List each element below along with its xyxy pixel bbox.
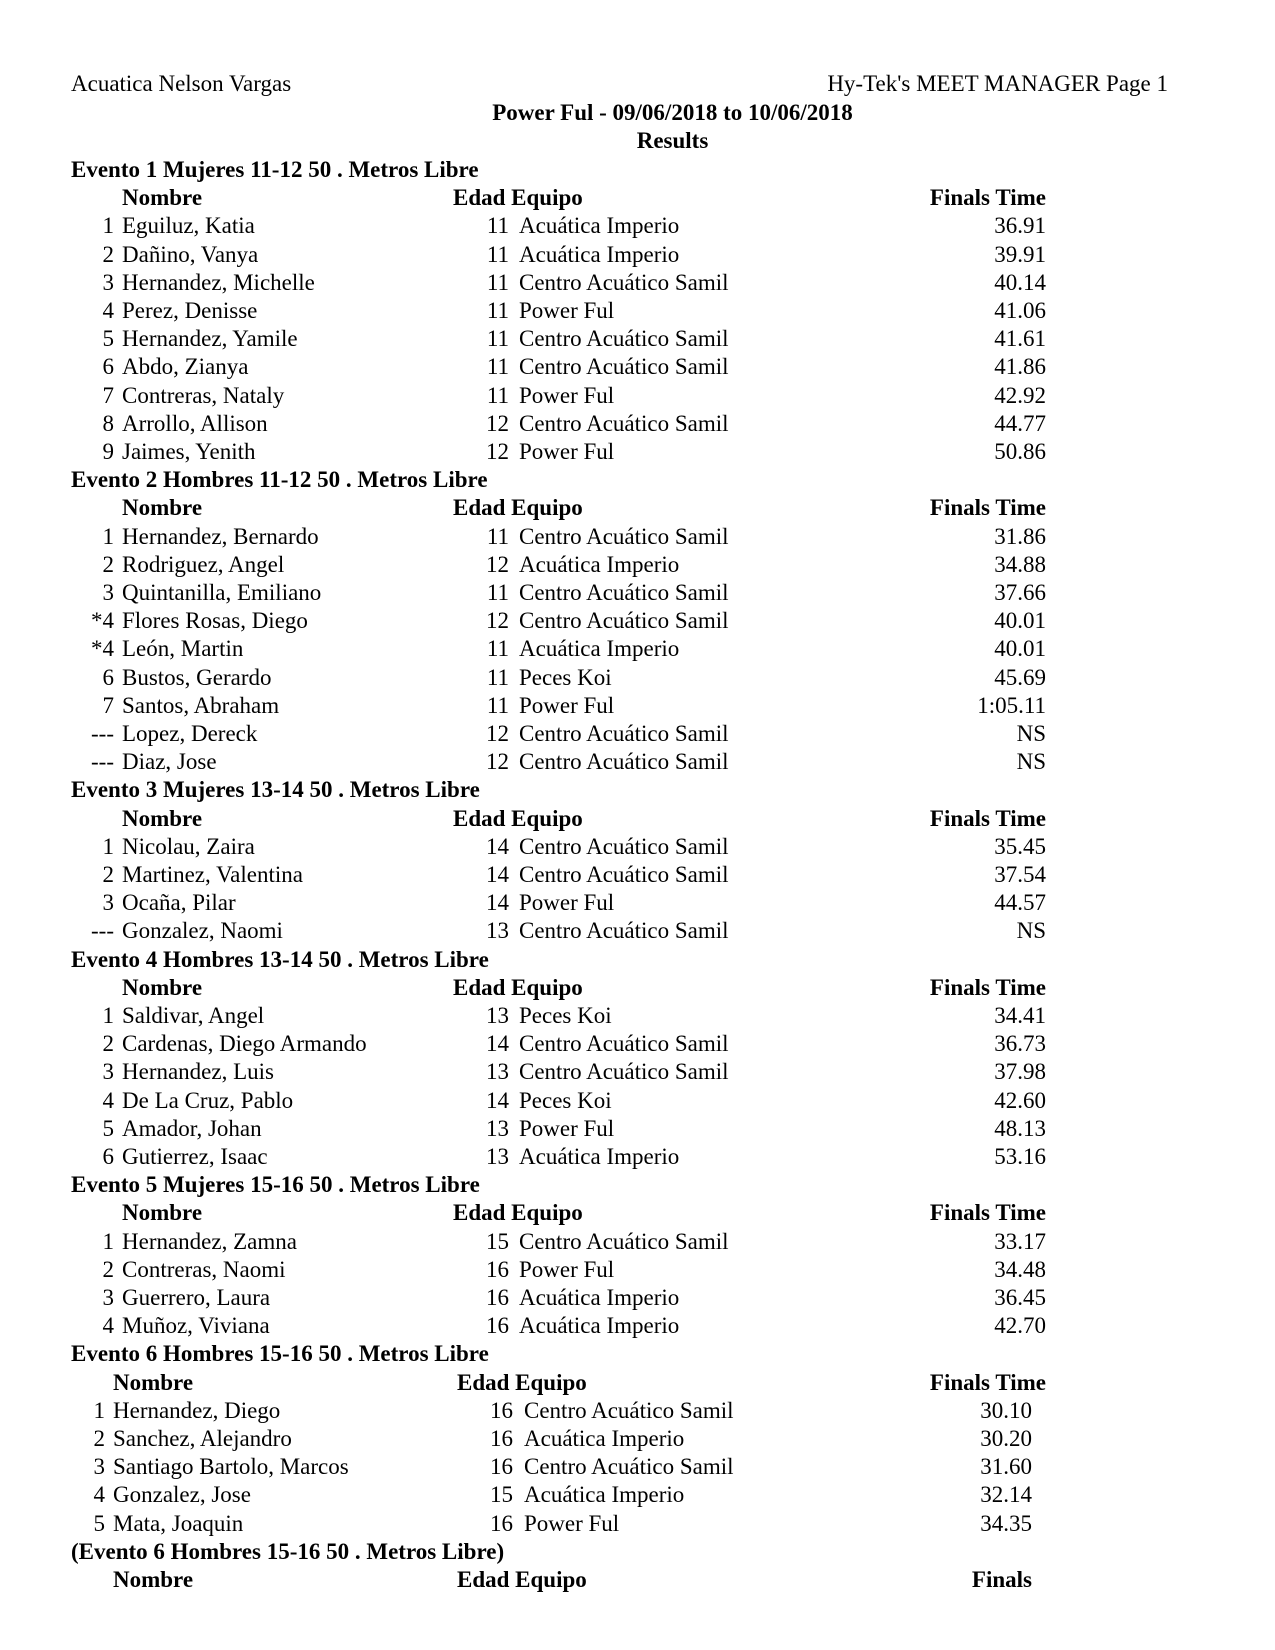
age: 11 bbox=[486, 664, 509, 690]
finals-time: 53.16 bbox=[994, 1144, 1046, 1169]
finals-time: 1:05.11 bbox=[977, 692, 1046, 718]
team: Acuática Imperio bbox=[519, 636, 680, 662]
event-title bbox=[0, 156, 1275, 184]
result-row bbox=[0, 438, 1275, 466]
team: Acuática Imperio bbox=[524, 1482, 685, 1508]
age: 16 bbox=[486, 1256, 509, 1282]
place: --- bbox=[91, 721, 114, 746]
age: 14 bbox=[486, 862, 509, 887]
age: 13 bbox=[486, 1059, 509, 1085]
age: 11 bbox=[486, 580, 509, 605]
club-name: Acuatica Nelson Vargas bbox=[71, 71, 292, 96]
result-row bbox=[0, 1425, 1275, 1453]
result-row bbox=[0, 410, 1275, 438]
team: Acuática Imperio bbox=[519, 551, 680, 577]
place: 1 bbox=[102, 523, 114, 549]
team: Centro Acuático Samil bbox=[519, 1059, 729, 1085]
age: 14 bbox=[486, 1087, 509, 1113]
result-row bbox=[0, 833, 1275, 861]
finals-time: 41.61 bbox=[994, 326, 1046, 352]
swimmer-name: Contreras, Nataly bbox=[122, 382, 285, 408]
column-header bbox=[0, 1369, 1275, 1397]
software-page-label: Hy-Tek's MEET MANAGER Page 1 bbox=[827, 71, 1168, 96]
result-row bbox=[0, 269, 1275, 297]
team: Peces Koi bbox=[519, 1003, 612, 1028]
team: Centro Acuático Samil bbox=[519, 410, 729, 436]
result-row bbox=[0, 917, 1275, 945]
place: 1 bbox=[102, 1228, 114, 1254]
team: Acuática Imperio bbox=[519, 1313, 680, 1339]
place: 1 bbox=[102, 833, 114, 859]
column-header bbox=[0, 974, 1275, 1002]
finals-time: 31.60 bbox=[980, 1454, 1032, 1480]
age: 16 bbox=[490, 1454, 513, 1480]
event-heading: Evento 2 Hombres 11-12 50 . Metros Libre bbox=[71, 467, 488, 493]
swimmer-name: Cardenas, Diego Armando bbox=[122, 1031, 367, 1057]
place: 5 bbox=[93, 1510, 105, 1536]
place: 2 bbox=[102, 1256, 114, 1282]
swimmer-name: Guerrero, Laura bbox=[122, 1285, 271, 1310]
column-nombre: Nombre bbox=[122, 185, 203, 211]
column-edad-equipo: Edad Equipo bbox=[453, 805, 583, 831]
place: 9 bbox=[102, 439, 114, 464]
place: 5 bbox=[102, 1115, 114, 1141]
event-title bbox=[0, 776, 1275, 804]
place: 3 bbox=[102, 580, 114, 605]
age: 16 bbox=[486, 1313, 509, 1339]
swimmer-name: Hernandez, Michelle bbox=[122, 269, 315, 295]
event-title bbox=[0, 1340, 1275, 1368]
swimmer-name: Amador, Johan bbox=[122, 1115, 262, 1141]
result-row bbox=[0, 1256, 1275, 1284]
team: Power Ful bbox=[519, 1115, 615, 1141]
team: Acuática Imperio bbox=[524, 1426, 685, 1451]
place: 8 bbox=[102, 410, 114, 436]
place: 6 bbox=[102, 1144, 114, 1169]
team: Centro Acuático Samil bbox=[519, 354, 729, 380]
column-edad-equipo: Edad Equipo bbox=[453, 185, 583, 211]
swimmer-name: Ocaña, Pilar bbox=[122, 890, 236, 916]
column-finals-time: Finals Time bbox=[929, 495, 1046, 521]
team: Power Ful bbox=[519, 298, 615, 323]
continuation-heading: (Evento 6 Hombres 15-16 50 . Metros Libre) bbox=[71, 1538, 505, 1564]
finals-time: 41.06 bbox=[994, 298, 1046, 323]
result-row bbox=[0, 1481, 1275, 1509]
swimmer-name: Jaimes, Yenith bbox=[122, 439, 256, 464]
place: 6 bbox=[102, 664, 114, 690]
swimmer-name: Hernandez, Yamile bbox=[122, 326, 298, 352]
place: 3 bbox=[102, 1285, 114, 1310]
age: 11 bbox=[486, 382, 509, 408]
place: 3 bbox=[102, 1059, 114, 1085]
meet-title: Power Ful - 09/06/2018 to 10/06/2018 bbox=[492, 100, 853, 125]
age: 12 bbox=[486, 439, 509, 464]
age: 13 bbox=[486, 1003, 509, 1028]
age: 12 bbox=[486, 721, 509, 746]
result-row bbox=[0, 297, 1275, 325]
team: Acuática Imperio bbox=[519, 1285, 680, 1310]
place: --- bbox=[91, 749, 114, 775]
event-title bbox=[0, 1171, 1275, 1199]
finals-time: 37.66 bbox=[994, 580, 1046, 605]
team: Acuática Imperio bbox=[519, 1144, 680, 1169]
result-row bbox=[0, 635, 1275, 663]
column-header bbox=[0, 1566, 1275, 1594]
finals-time: 42.60 bbox=[994, 1087, 1046, 1113]
event-heading: Evento 5 Mujeres 15-16 50 . Metros Libre bbox=[71, 1172, 480, 1198]
place: 1 bbox=[102, 1003, 114, 1028]
column-finals-time: Finals Time bbox=[929, 185, 1046, 211]
event-heading: Evento 6 Hombres 15-16 50 . Metros Libre bbox=[71, 1341, 489, 1367]
continuation-title-line bbox=[0, 1538, 1275, 1566]
age: 16 bbox=[490, 1397, 513, 1423]
result-row bbox=[0, 1087, 1275, 1115]
team: Centro Acuático Samil bbox=[519, 833, 729, 859]
finals-time: 34.88 bbox=[994, 551, 1046, 577]
age: 13 bbox=[486, 1115, 509, 1141]
place: 2 bbox=[102, 551, 114, 577]
team: Centro Acuático Samil bbox=[519, 269, 729, 295]
place: 7 bbox=[102, 382, 114, 408]
swimmer-name: Muñoz, Viviana bbox=[122, 1313, 270, 1339]
place: 2 bbox=[102, 1031, 114, 1057]
result-row bbox=[0, 579, 1275, 607]
age: 16 bbox=[490, 1510, 513, 1536]
place: 3 bbox=[93, 1454, 105, 1480]
result-row bbox=[0, 551, 1275, 579]
age: 11 bbox=[486, 636, 509, 662]
column-header bbox=[0, 1199, 1275, 1227]
swimmer-name: Gonzalez, Jose bbox=[113, 1482, 251, 1508]
swimmer-name: Mata, Joaquin bbox=[113, 1510, 244, 1536]
age: 11 bbox=[486, 269, 509, 295]
finals-time: 48.13 bbox=[994, 1115, 1046, 1141]
swimmer-name: Santos, Abraham bbox=[122, 692, 280, 718]
place: 1 bbox=[93, 1397, 105, 1423]
swimmer-name: Contreras, Naomi bbox=[122, 1256, 286, 1282]
place: 6 bbox=[102, 354, 114, 380]
column-nombre: Nombre bbox=[122, 805, 203, 831]
place: --- bbox=[91, 918, 114, 944]
result-row bbox=[0, 861, 1275, 889]
age: 11 bbox=[486, 241, 509, 267]
finals-time: 39.91 bbox=[994, 241, 1046, 267]
swimmer-name: Gutierrez, Isaac bbox=[122, 1144, 268, 1169]
team: Acuática Imperio bbox=[519, 241, 680, 267]
swimmer-name: Perez, Denisse bbox=[122, 298, 258, 323]
place: 4 bbox=[102, 298, 114, 323]
result-row bbox=[0, 889, 1275, 917]
finals-time: 42.92 bbox=[994, 382, 1046, 408]
result-row bbox=[0, 1002, 1275, 1030]
finals-time: 45.69 bbox=[994, 664, 1046, 690]
swimmer-name: Sanchez, Alejandro bbox=[113, 1426, 292, 1451]
swimmer-name: Flores Rosas, Diego bbox=[122, 608, 308, 634]
swimmer-name: Bustos, Gerardo bbox=[122, 664, 272, 690]
team: Power Ful bbox=[519, 692, 615, 718]
swimmer-name: Gonzalez, Naomi bbox=[122, 918, 283, 944]
place: 3 bbox=[102, 269, 114, 295]
team: Centro Acuático Samil bbox=[519, 608, 729, 634]
team: Centro Acuático Samil bbox=[519, 1228, 729, 1254]
result-row bbox=[0, 748, 1275, 776]
finals-time: 34.48 bbox=[994, 1256, 1046, 1282]
finals-time: NS bbox=[1016, 918, 1046, 944]
swimmer-name: Quintanilla, Emiliano bbox=[122, 580, 322, 605]
finals-time: 30.10 bbox=[980, 1397, 1032, 1423]
swimmer-name: Abdo, Zianya bbox=[122, 354, 249, 380]
age: 15 bbox=[490, 1482, 513, 1508]
finals-time: 34.35 bbox=[980, 1510, 1032, 1536]
column-edad-equipo: Edad Equipo bbox=[453, 974, 583, 1000]
column-finals-time: Finals Time bbox=[929, 974, 1046, 1000]
place: *4 bbox=[91, 636, 114, 662]
finals-time: 37.98 bbox=[994, 1059, 1046, 1085]
age: 14 bbox=[486, 890, 509, 916]
result-row bbox=[0, 212, 1275, 240]
finals-time: 40.01 bbox=[994, 636, 1046, 662]
result-row bbox=[0, 607, 1275, 635]
result-row bbox=[0, 1397, 1275, 1425]
age: 16 bbox=[490, 1426, 513, 1451]
team: Centro Acuático Samil bbox=[519, 721, 729, 746]
finals-time: 31.86 bbox=[994, 523, 1046, 549]
finals-time: 36.91 bbox=[994, 213, 1046, 239]
column-nombre: Nombre bbox=[113, 1567, 194, 1592]
team: Power Ful bbox=[524, 1510, 620, 1536]
column-edad-equipo: Edad Equipo bbox=[453, 1200, 583, 1226]
finals-time: 40.01 bbox=[994, 608, 1046, 634]
finals-time: 30.20 bbox=[980, 1426, 1032, 1451]
meet-title-line bbox=[0, 99, 1275, 127]
age: 12 bbox=[486, 410, 509, 436]
finals-time: 44.77 bbox=[994, 410, 1046, 436]
age: 14 bbox=[486, 1031, 509, 1057]
column-nombre: Nombre bbox=[122, 974, 203, 1000]
team: Centro Acuático Samil bbox=[524, 1397, 734, 1423]
age: 11 bbox=[486, 326, 509, 352]
place: *4 bbox=[91, 608, 114, 634]
swimmer-name: Martinez, Valentina bbox=[122, 862, 303, 887]
finals-time: NS bbox=[1016, 749, 1046, 775]
finals-time: 41.86 bbox=[994, 354, 1046, 380]
result-row bbox=[0, 664, 1275, 692]
result-row bbox=[0, 720, 1275, 748]
team: Centro Acuático Samil bbox=[519, 918, 729, 944]
event-title bbox=[0, 466, 1275, 494]
age: 16 bbox=[486, 1285, 509, 1310]
age: 13 bbox=[486, 918, 509, 944]
result-row bbox=[0, 1115, 1275, 1143]
team: Power Ful bbox=[519, 1256, 615, 1282]
column-finals-time: Finals Time bbox=[929, 1200, 1046, 1226]
result-row bbox=[0, 692, 1275, 720]
column-nombre: Nombre bbox=[113, 1369, 194, 1395]
swimmer-name: Rodriguez, Angel bbox=[122, 551, 285, 577]
swimmer-name: Lopez, Dereck bbox=[122, 721, 258, 746]
column-header bbox=[0, 184, 1275, 212]
finals-time: 40.14 bbox=[994, 269, 1046, 295]
team: Centro Acuático Samil bbox=[519, 1031, 729, 1057]
age: 15 bbox=[486, 1228, 509, 1254]
age: 12 bbox=[486, 608, 509, 634]
team: Centro Acuático Samil bbox=[524, 1454, 734, 1480]
age: 11 bbox=[486, 523, 509, 549]
event-heading: Evento 3 Mujeres 13-14 50 . Metros Libre bbox=[71, 777, 480, 803]
finals-time: 42.70 bbox=[994, 1313, 1046, 1339]
result-row bbox=[0, 382, 1275, 410]
swimmer-name: Eguiluz, Katia bbox=[122, 213, 255, 239]
team: Centro Acuático Samil bbox=[519, 580, 729, 605]
result-row bbox=[0, 1510, 1275, 1538]
swimmer-name: Saldivar, Angel bbox=[122, 1003, 265, 1028]
result-row bbox=[0, 1143, 1275, 1171]
finals-time: 36.73 bbox=[994, 1031, 1046, 1057]
column-header bbox=[0, 494, 1275, 522]
swimmer-name: Arrollo, Allison bbox=[122, 410, 268, 436]
swimmer-name: Nicolau, Zaira bbox=[122, 833, 255, 859]
place: 7 bbox=[102, 692, 114, 718]
column-finals-time: Finals Time bbox=[929, 805, 1046, 831]
finals-time: NS bbox=[1016, 721, 1046, 746]
swimmer-name: León, Martin bbox=[122, 636, 244, 662]
column-edad-equipo: Edad Equipo bbox=[457, 1567, 587, 1592]
age: 11 bbox=[486, 298, 509, 323]
column-header bbox=[0, 805, 1275, 833]
team: Centro Acuático Samil bbox=[519, 862, 729, 887]
swimmer-name: Dañino, Vanya bbox=[122, 241, 259, 267]
event-heading: Evento 1 Mujeres 11-12 50 . Metros Libre bbox=[71, 157, 479, 182]
finals-time: 44.57 bbox=[994, 890, 1046, 916]
result-row bbox=[0, 1228, 1275, 1256]
result-row bbox=[0, 241, 1275, 269]
page-header bbox=[0, 70, 1275, 98]
age: 11 bbox=[486, 354, 509, 380]
column-nombre: Nombre bbox=[122, 495, 203, 521]
team: Peces Koi bbox=[519, 1087, 612, 1113]
place: 4 bbox=[93, 1482, 105, 1508]
result-row bbox=[0, 523, 1275, 551]
team: Centro Acuático Samil bbox=[519, 523, 729, 549]
age: 14 bbox=[486, 833, 509, 859]
result-row bbox=[0, 1058, 1275, 1086]
finals-time: 37.54 bbox=[994, 862, 1046, 887]
result-row bbox=[0, 1312, 1275, 1340]
place: 4 bbox=[102, 1087, 114, 1113]
finals-time: 32.14 bbox=[980, 1482, 1032, 1508]
age: 13 bbox=[486, 1144, 509, 1169]
place: 2 bbox=[93, 1426, 105, 1451]
team: Centro Acuático Samil bbox=[519, 326, 729, 352]
event-title bbox=[0, 946, 1275, 974]
column-nombre: Nombre bbox=[122, 1200, 203, 1226]
finals-time: 33.17 bbox=[994, 1228, 1046, 1254]
column-edad-equipo: Edad Equipo bbox=[453, 495, 583, 521]
place: 4 bbox=[102, 1313, 114, 1339]
team: Centro Acuático Samil bbox=[519, 749, 729, 775]
swimmer-name: Hernandez, Diego bbox=[113, 1397, 281, 1423]
swimmer-name: Hernandez, Luis bbox=[122, 1059, 274, 1085]
age: 11 bbox=[486, 213, 509, 239]
finals-time: 36.45 bbox=[994, 1285, 1046, 1310]
finals-time: 50.86 bbox=[994, 439, 1046, 464]
swimmer-name: Hernandez, Zamna bbox=[122, 1228, 297, 1254]
age: 11 bbox=[486, 692, 509, 718]
column-edad-equipo: Edad Equipo bbox=[457, 1369, 587, 1395]
team: Power Ful bbox=[519, 439, 615, 464]
column-finals-time: Finals Time bbox=[929, 1369, 1046, 1395]
finals-time: 34.41 bbox=[994, 1003, 1046, 1028]
place: 3 bbox=[102, 890, 114, 916]
swimmer-name: Hernandez, Bernardo bbox=[122, 523, 319, 549]
result-row bbox=[0, 325, 1275, 353]
team: Acuática Imperio bbox=[519, 213, 680, 239]
swimmer-name: De La Cruz, Pablo bbox=[122, 1087, 294, 1113]
column-finals-time: Finals bbox=[971, 1567, 1032, 1592]
place: 2 bbox=[102, 241, 114, 267]
age: 12 bbox=[486, 551, 509, 577]
event-heading: Evento 4 Hombres 13-14 50 . Metros Libre bbox=[71, 946, 489, 972]
swimmer-name: Diaz, Jose bbox=[122, 749, 217, 775]
team: Peces Koi bbox=[519, 664, 612, 690]
result-row bbox=[0, 1284, 1275, 1312]
place: 2 bbox=[102, 862, 114, 887]
place: 5 bbox=[102, 326, 114, 352]
age: 12 bbox=[486, 749, 509, 775]
result-row bbox=[0, 1453, 1275, 1481]
place: 1 bbox=[102, 213, 114, 239]
team: Power Ful bbox=[519, 890, 615, 916]
result-row bbox=[0, 1030, 1275, 1058]
result-row bbox=[0, 353, 1275, 381]
subtitle-line bbox=[0, 127, 1275, 155]
results-subtitle: Results bbox=[636, 128, 709, 153]
finals-time: 35.45 bbox=[994, 833, 1046, 859]
swimmer-name: Santiago Bartolo, Marcos bbox=[113, 1454, 349, 1480]
team: Power Ful bbox=[519, 382, 615, 408]
